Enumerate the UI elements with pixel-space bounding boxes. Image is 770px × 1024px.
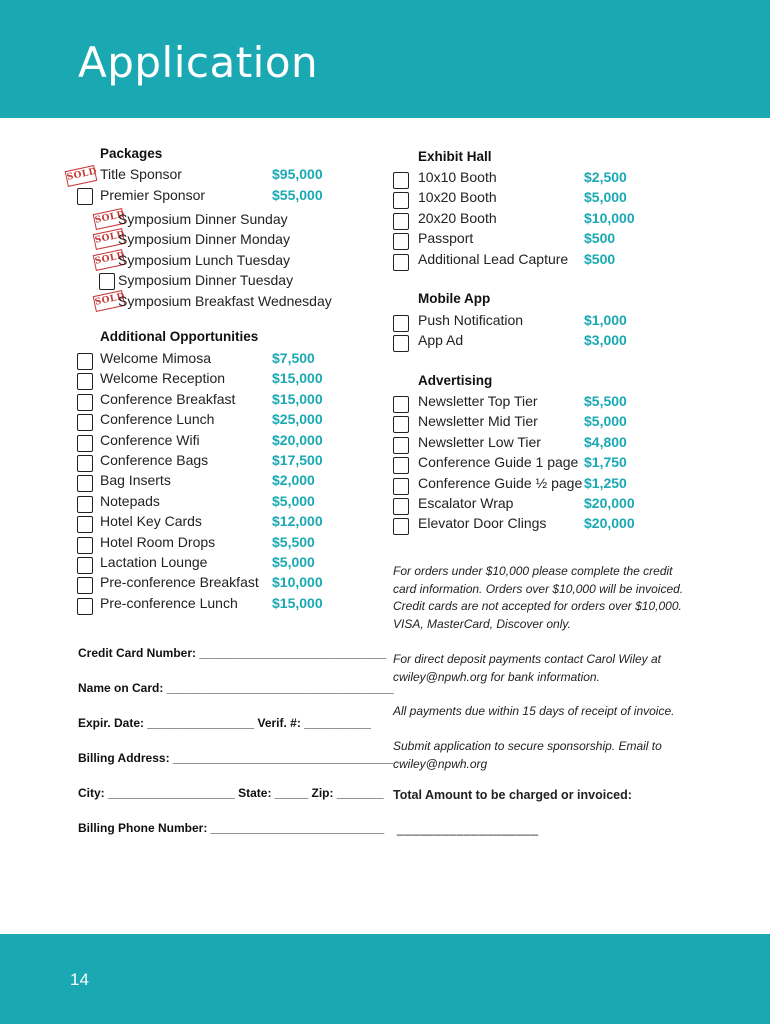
checkbox[interactable]: [77, 598, 93, 615]
item-price: $7,500: [272, 350, 315, 366]
billing-address-field[interactable]: Billing Address: _________________________________: [78, 751, 394, 765]
item-label: Escalator Wrap: [418, 495, 514, 511]
item-label: Conference Lunch: [100, 411, 215, 428]
package-label: Symposium Dinner Sunday: [118, 211, 288, 227]
item-price: $10,000: [584, 209, 635, 226]
item-price: $5,000: [584, 413, 627, 430]
item-label: Passport: [418, 230, 474, 247]
checkbox[interactable]: [77, 496, 93, 513]
item-label: 10x10 Booth: [418, 169, 497, 185]
header-band: [0, 0, 770, 118]
exhibit-item: [393, 189, 653, 209]
billing-phone-field[interactable]: Billing Phone Number: __________________________: [78, 821, 385, 835]
item-price: $5,000: [272, 554, 315, 570]
checkbox[interactable]: [393, 213, 409, 230]
item-label: Hotel Key Cards: [100, 513, 202, 530]
additional-item: [77, 534, 347, 554]
item-price: $5,500: [272, 533, 315, 550]
sold-stamp: SOLD: [93, 249, 126, 271]
item-price: $500: [584, 250, 616, 267]
package-symposium-breakfast-wednesday: [92, 293, 352, 313]
packages-title: Packages: [100, 146, 163, 161]
exhibit-item: [393, 230, 653, 250]
checkbox[interactable]: [393, 518, 409, 535]
item-price: $25,000: [272, 411, 323, 428]
advertising-item: [393, 393, 653, 413]
item-price: $5,000: [584, 189, 627, 206]
checkbox[interactable]: [77, 577, 93, 594]
package-price: $55,000: [272, 187, 323, 203]
checkbox[interactable]: [393, 478, 409, 495]
sold-stamp: SOLD: [93, 290, 126, 312]
package-symposium-dinner-sunday: [92, 211, 352, 231]
mobile-title: Mobile App: [418, 291, 491, 306]
due-note: All payments due within 15 days of receipt of invoice.: [393, 704, 675, 718]
package-label: Symposium Dinner Tuesday: [118, 272, 294, 288]
item-label: 20x20 Booth: [418, 209, 497, 226]
package-label: Symposium Breakfast Wednesday: [118, 293, 332, 309]
advertising-item: [393, 434, 653, 454]
checkbox[interactable]: [393, 416, 409, 433]
checkbox[interactable]: [77, 394, 93, 411]
advertising-item: [393, 454, 653, 474]
checkbox[interactable]: [393, 396, 409, 413]
item-label: Conference Guide ½ page: [418, 474, 583, 491]
page-title: Application: [78, 38, 319, 87]
checkbox[interactable]: [77, 455, 93, 472]
advertising-title: Advertising: [418, 373, 493, 388]
additional-item: [77, 493, 347, 513]
item-price: $15,000: [272, 594, 323, 611]
advertising-item: [393, 475, 653, 495]
checkbox[interactable]: [77, 475, 93, 492]
additional-item: [77, 452, 347, 472]
orders-note: For orders under $10,000 please complete the credit card information. Orders over $10,000 will be invoiced. Credit cards are not accepted for orders over $10,000. VISA, MasterCard, Discover only.: [393, 564, 684, 631]
package-label: Premier Sponsor: [100, 187, 206, 203]
checkbox[interactable]: [393, 254, 409, 271]
item-price: $15,000: [272, 370, 323, 387]
item-label: Lactation Lounge: [100, 554, 208, 570]
checkbox[interactable]: [393, 233, 409, 250]
checkbox[interactable]: [393, 437, 409, 454]
additional-item: [77, 432, 347, 452]
checkbox[interactable]: [393, 192, 409, 209]
additional-item: [77, 391, 347, 411]
sold-stamp: SOLD: [65, 165, 98, 187]
item-label: Pre-conference Lunch: [100, 594, 238, 611]
mobile-item: [393, 312, 653, 332]
additional-item: [77, 350, 347, 370]
item-label: App Ad: [418, 332, 464, 349]
package-label: Title Sponsor: [100, 166, 182, 182]
package-label: Symposium Dinner Monday: [118, 231, 290, 247]
checkbox[interactable]: [77, 414, 93, 431]
sold-stamp: SOLD: [93, 228, 126, 250]
item-price: $4,800: [584, 433, 627, 450]
item-label: 10x20 Booth: [418, 189, 497, 206]
total-amount-field[interactable]: ___________________: [397, 822, 539, 836]
item-price: $2,000: [272, 472, 315, 489]
item-label: Conference Bags: [100, 452, 209, 468]
item-price: $1,000: [584, 312, 627, 328]
checkbox[interactable]: [77, 537, 93, 554]
checkbox[interactable]: [393, 315, 409, 332]
exhibit-item: [393, 210, 653, 230]
item-price: $500: [584, 230, 616, 247]
card-number-field[interactable]: Credit Card Number: ____________________________: [78, 646, 387, 660]
exhibit-item: [393, 251, 653, 271]
package-premier-sponsor: [64, 187, 344, 207]
item-label: Welcome Mimosa: [100, 350, 211, 366]
package-title-sponsor: [64, 166, 344, 186]
item-label: Additional Lead Capture: [418, 250, 569, 267]
checkbox[interactable]: [77, 516, 93, 533]
total-amount-label: Total Amount to be charged or invoiced:: [393, 788, 632, 802]
item-label: Newsletter Low Tier: [418, 433, 541, 450]
item-label: Conference Guide 1 page: [418, 454, 579, 471]
item-price: $20,000: [584, 495, 635, 511]
item-price: $5,000: [272, 492, 315, 509]
additional-item: [77, 554, 347, 574]
item-price: $12,000: [272, 513, 323, 530]
city-state-zip-field[interactable]: City: ___________________ State: _____ Zip: _______: [78, 786, 384, 800]
item-label: Conference Breakfast: [100, 390, 236, 407]
item-price: $2,500: [584, 169, 627, 185]
item-label: Conference Wifi: [100, 431, 200, 448]
additional-item: [77, 595, 347, 615]
checkbox[interactable]: [99, 273, 115, 290]
item-label: Bag Inserts: [100, 472, 171, 489]
checkbox[interactable]: [393, 457, 409, 474]
checkbox[interactable]: [77, 373, 93, 390]
checkbox[interactable]: [77, 435, 93, 452]
mobile-item: [393, 332, 653, 352]
additional-item: [77, 513, 347, 533]
advertising-item: [393, 413, 653, 433]
package-symposium-dinner-tuesday: [92, 272, 352, 292]
item-price: $15,000: [272, 390, 323, 407]
item-price: $20,000: [584, 515, 635, 532]
footer-band: [0, 934, 770, 1024]
package-label: Symposium Lunch Tuesday: [118, 252, 290, 268]
item-label: Welcome Reception: [100, 370, 226, 387]
item-price: $10,000: [272, 574, 323, 591]
item-label: Elevator Door Clings: [418, 515, 547, 532]
item-label: Pre-conference Breakfast: [100, 574, 259, 591]
additional-title: Additional Opportunities: [100, 329, 259, 344]
submit-note: Submit application to secure sponsorship. Email to cwiley@npwh.org: [393, 739, 662, 771]
item-label: Hotel Room Drops: [100, 533, 216, 550]
checkbox[interactable]: [77, 557, 93, 574]
item-price: $17,500: [272, 452, 323, 468]
checkbox[interactable]: [393, 172, 409, 189]
item-price: $1,250: [584, 474, 627, 491]
additional-item: [77, 472, 347, 492]
checkbox[interactable]: [77, 353, 93, 370]
advertising-item: [393, 495, 653, 515]
item-price: $1,750: [584, 454, 627, 471]
item-label: Notepads: [100, 492, 160, 509]
item-price: $5,500: [584, 393, 627, 409]
checkbox[interactable]: [393, 335, 409, 352]
package-symposium-lunch-tuesday: [92, 252, 352, 272]
package-symposium-dinner-monday: [92, 231, 352, 251]
additional-item: [77, 370, 347, 390]
item-label: Newsletter Mid Tier: [418, 413, 538, 430]
additional-item: [77, 411, 347, 431]
sold-stamp: SOLD: [93, 208, 126, 230]
exhibit-item: [393, 169, 653, 189]
package-price: $95,000: [272, 166, 323, 182]
deposit-note: For direct deposit payments contact Carol Wiley at cwiley@npwh.org for bank information.: [393, 652, 662, 684]
checkbox[interactable]: [77, 188, 93, 205]
item-price: $20,000: [272, 431, 323, 448]
additional-item: [77, 574, 347, 594]
expiration-verification-field[interactable]: Expir. Date: ________________ Verif. #: __________: [78, 716, 371, 730]
name-on-card-field[interactable]: Name on Card: __________________________________: [78, 681, 394, 695]
advertising-item: [393, 515, 653, 535]
exhibit-title: Exhibit Hall: [418, 149, 492, 164]
item-label: Push Notification: [418, 312, 524, 328]
page-number: 14: [70, 970, 89, 989]
item-label: Newsletter Top Tier: [418, 393, 538, 409]
item-price: $3,000: [584, 332, 627, 349]
checkbox[interactable]: [393, 498, 409, 515]
